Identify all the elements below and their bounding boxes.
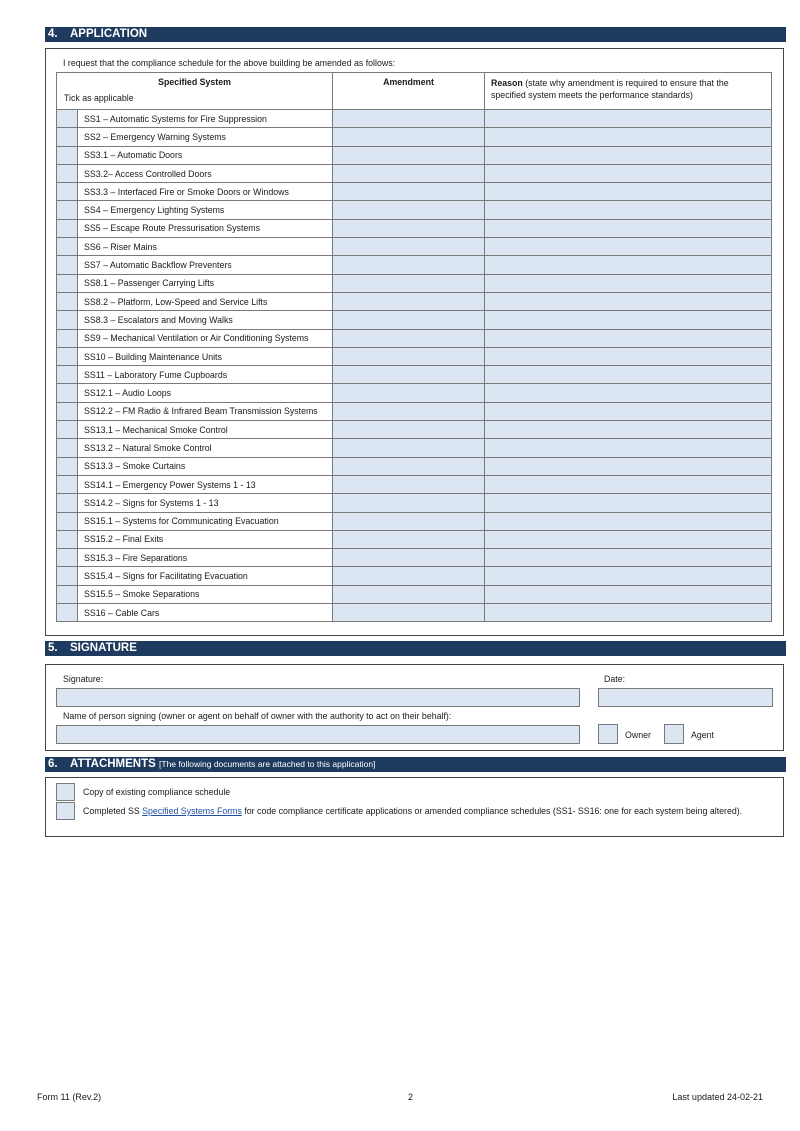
system-label: SS3.2– Access Controlled Doors	[78, 164, 333, 182]
reason-field[interactable]	[485, 494, 772, 512]
system-checkbox[interactable]	[57, 567, 78, 585]
existing-schedule-label: Copy of existing compliance schedule	[83, 787, 231, 797]
reason-field[interactable]	[485, 164, 772, 182]
table-row	[57, 585, 772, 603]
system-label: SS6 – Riser Mains	[78, 238, 333, 256]
amendment-field[interactable]	[333, 128, 485, 146]
table-row	[57, 201, 772, 219]
agent-checkbox[interactable]	[664, 724, 684, 744]
system-checkbox[interactable]	[57, 439, 78, 457]
table-row	[57, 439, 772, 457]
amendment-field[interactable]	[333, 604, 485, 622]
name-signing-field[interactable]	[56, 725, 580, 744]
system-label: SS3.1 – Automatic Doors	[78, 146, 333, 164]
system-checkbox[interactable]	[57, 238, 78, 256]
amendment-field[interactable]	[333, 512, 485, 530]
reason-field[interactable]	[485, 110, 772, 128]
system-checkbox[interactable]	[57, 146, 78, 164]
system-label: SS5 – Escape Route Pressurisation Systems	[78, 219, 333, 237]
amendment-field[interactable]	[333, 421, 485, 439]
date-field[interactable]	[598, 688, 773, 707]
system-checkbox[interactable]	[57, 549, 78, 567]
reason-field[interactable]	[485, 201, 772, 219]
specified-system-title: Specified System	[158, 77, 231, 87]
table-row	[57, 530, 772, 548]
amendment-field[interactable]	[333, 402, 485, 420]
system-label: SS10 – Building Maintenance Units	[78, 347, 333, 365]
system-checkbox[interactable]	[57, 512, 78, 530]
table-row	[57, 512, 772, 530]
system-label: SS15.4 – Signs for Facilitating Evacuation	[78, 567, 333, 585]
system-checkbox[interactable]	[57, 347, 78, 365]
table-row	[57, 183, 772, 201]
system-checkbox[interactable]	[57, 311, 78, 329]
table-row	[57, 292, 772, 310]
amendment-field[interactable]	[333, 183, 485, 201]
system-checkbox[interactable]	[57, 128, 78, 146]
table-row	[57, 494, 772, 512]
amendment-field[interactable]	[333, 256, 485, 274]
reason-header	[485, 73, 772, 110]
system-label: SS1 – Automatic Systems for Fire Suppression	[78, 110, 333, 128]
name-signing-label: Name of person signing (owner or agent on behalf of owner with the authority to act on their behalf):	[63, 711, 452, 721]
footer-last-updated: Last updated 24-02-21	[672, 1092, 763, 1102]
system-checkbox[interactable]	[57, 530, 78, 548]
owner-checkbox[interactable]	[598, 724, 618, 744]
system-checkbox[interactable]	[57, 585, 78, 603]
amendment-field[interactable]	[333, 457, 485, 475]
date-label: Date:	[604, 674, 626, 684]
reason-field[interactable]	[485, 329, 772, 347]
system-checkbox[interactable]	[57, 475, 78, 493]
application-intro: I request that the compliance schedule for the above building be amended as follows:	[63, 58, 396, 68]
system-label: SS8.3 – Escalators and Moving Walks	[78, 311, 333, 329]
reason-field[interactable]	[485, 238, 772, 256]
amendment-field[interactable]	[333, 475, 485, 493]
amendment-field[interactable]	[333, 292, 485, 310]
specified-systems-forms-link[interactable]: Specified Systems Forms	[142, 806, 242, 816]
system-checkbox[interactable]	[57, 274, 78, 292]
section-title: ATTACHMENTS	[70, 758, 156, 770]
reason-field[interactable]	[485, 549, 772, 567]
table-row	[57, 475, 772, 493]
section-number: 4.	[48, 28, 58, 40]
system-label: SS2 – Emergency Warning Systems	[78, 128, 333, 146]
amendment-field[interactable]	[333, 549, 485, 567]
reason-field[interactable]	[485, 585, 772, 603]
footer-page-number: 2	[408, 1092, 414, 1102]
table-row	[57, 329, 772, 347]
system-label: SS15.5 – Smoke Separations	[78, 585, 333, 603]
table-row	[57, 274, 772, 292]
system-label: SS11 – Laboratory Fume Cupboards	[78, 366, 333, 384]
reason-field[interactable]	[485, 292, 772, 310]
amendment-field[interactable]	[333, 347, 485, 365]
system-label: SS3.3 – Interfaced Fire or Smoke Doors or Windows	[78, 183, 333, 201]
ss-forms-suffix: for code compliance certificate applications or amended compliance schedules (SS1- SS16: one for each system being altered).	[241, 806, 743, 816]
amendment-field[interactable]	[333, 585, 485, 603]
table-row	[57, 164, 772, 182]
system-checkbox[interactable]	[57, 256, 78, 274]
reason-field[interactable]	[485, 457, 772, 475]
table-row	[57, 347, 772, 365]
table-row	[57, 384, 772, 402]
section-number: 5.	[48, 642, 58, 654]
specified-system-header	[57, 73, 333, 110]
system-checkbox[interactable]	[57, 604, 78, 622]
ss-forms-checkbox[interactable]	[56, 802, 75, 820]
system-checkbox[interactable]	[57, 219, 78, 237]
reason-field[interactable]	[485, 311, 772, 329]
system-checkbox[interactable]	[57, 201, 78, 219]
tick-instruction: Tick as applicable	[64, 93, 134, 103]
amendment-field[interactable]	[333, 384, 485, 402]
amendment-field[interactable]	[333, 219, 485, 237]
system-checkbox[interactable]	[57, 292, 78, 310]
reason-field[interactable]	[485, 128, 772, 146]
reason-field[interactable]	[485, 384, 772, 402]
amendment-field[interactable]	[333, 274, 485, 292]
specified-systems-body	[57, 110, 772, 622]
table-row	[57, 402, 772, 420]
system-checkbox[interactable]	[57, 183, 78, 201]
system-checkbox[interactable]	[57, 457, 78, 475]
amendment-header: Amendment	[333, 73, 485, 110]
reason-field[interactable]	[485, 475, 772, 493]
amendment-field[interactable]	[333, 146, 485, 164]
reason-field[interactable]	[485, 439, 772, 457]
table-row	[57, 311, 772, 329]
amendment-field[interactable]	[333, 238, 485, 256]
system-checkbox[interactable]	[57, 329, 78, 347]
system-label: SS16 – Cable Cars	[78, 604, 333, 622]
section-title: APPLICATION	[70, 28, 148, 40]
table-row	[57, 219, 772, 237]
table-row	[57, 366, 772, 384]
system-label: SS4 – Emergency Lighting Systems	[78, 201, 333, 219]
reason-field[interactable]	[485, 274, 772, 292]
system-label: SS13.3 – Smoke Curtains	[78, 457, 333, 475]
reason-field[interactable]	[485, 567, 772, 585]
table-row	[57, 256, 772, 274]
signature-field[interactable]	[56, 688, 580, 707]
footer-form-id: Form 11 (Rev.2)	[37, 1092, 102, 1102]
system-label: SS7 – Automatic Backflow Preventers	[78, 256, 333, 274]
amendment-field[interactable]	[333, 329, 485, 347]
amendment-field[interactable]	[333, 110, 485, 128]
system-checkbox[interactable]	[57, 384, 78, 402]
ss-forms-prefix: Completed SS	[83, 806, 143, 816]
amendment-field[interactable]	[333, 567, 485, 585]
reason-field[interactable]	[485, 366, 772, 384]
system-label: SS14.1 – Emergency Power Systems 1 - 13	[78, 475, 333, 493]
table-row	[57, 549, 772, 567]
table-row	[57, 128, 772, 146]
section-number: 6.	[48, 758, 58, 770]
amendment-field[interactable]	[333, 311, 485, 329]
table-row	[57, 567, 772, 585]
system-label: SS15.3 – Fire Separations	[78, 549, 333, 567]
specified-systems-table	[56, 72, 772, 622]
section-title: SIGNATURE	[70, 642, 137, 654]
ss-forms-label	[83, 806, 742, 816]
amendment-field[interactable]	[333, 530, 485, 548]
system-checkbox[interactable]	[57, 421, 78, 439]
system-label: SS8.2 – Platform, Low-Speed and Service Lifts	[78, 292, 333, 310]
owner-label: Owner	[625, 730, 651, 740]
system-label: SS12.1 – Audio Loops	[78, 384, 333, 402]
amendment-field[interactable]	[333, 201, 485, 219]
table-row	[57, 457, 772, 475]
reason-field[interactable]	[485, 256, 772, 274]
amendment-field[interactable]	[333, 164, 485, 182]
table-row	[57, 146, 772, 164]
system-label: SS9 – Mechanical Ventilation or Air Conditioning Systems	[78, 329, 333, 347]
system-checkbox[interactable]	[57, 494, 78, 512]
amendment-field[interactable]	[333, 366, 485, 384]
system-label: SS13.2 – Natural Smoke Control	[78, 439, 333, 457]
section-4-header	[45, 27, 786, 42]
system-checkbox[interactable]	[57, 110, 78, 128]
agent-label: Agent	[691, 730, 714, 740]
existing-schedule-checkbox[interactable]	[56, 783, 75, 801]
reason-field[interactable]	[485, 402, 772, 420]
table-row	[57, 421, 772, 439]
section-6-header	[45, 757, 786, 772]
system-label: SS15.1 – Systems for Communicating Evacuation	[78, 512, 333, 530]
amendment-field[interactable]	[333, 439, 485, 457]
reason-field[interactable]	[485, 530, 772, 548]
signature-label: Signature:	[63, 674, 104, 684]
system-label: SS15.2 – Final Exits	[78, 530, 333, 548]
system-checkbox[interactable]	[57, 402, 78, 420]
reason-field[interactable]	[485, 604, 772, 622]
reason-field[interactable]	[485, 512, 772, 530]
system-label: SS13.1 – Mechanical Smoke Control	[78, 421, 333, 439]
table-row	[57, 604, 772, 622]
reason-field[interactable]	[485, 421, 772, 439]
reason-field[interactable]	[485, 183, 772, 201]
amendment-field[interactable]	[333, 494, 485, 512]
section-5-header	[45, 641, 786, 656]
table-row	[57, 238, 772, 256]
reason-description: (state why amendment is required to ensure that the specified system meets the performance standards)	[491, 78, 729, 100]
reason-field[interactable]	[485, 146, 772, 164]
section-subtitle: [The following documents are attached to this application]	[159, 759, 376, 769]
system-checkbox[interactable]	[57, 366, 78, 384]
system-label: SS14.2 – Signs for Systems 1 - 13	[78, 494, 333, 512]
system-checkbox[interactable]	[57, 164, 78, 182]
system-label: SS8.1 – Passenger Carrying Lifts	[78, 274, 333, 292]
reason-field[interactable]	[485, 219, 772, 237]
system-label: SS12.2 – FM Radio & Infrared Beam Transmission Systems	[78, 402, 333, 420]
reason-field[interactable]	[485, 347, 772, 365]
reason-title: Reason	[491, 78, 523, 88]
table-row	[57, 110, 772, 128]
